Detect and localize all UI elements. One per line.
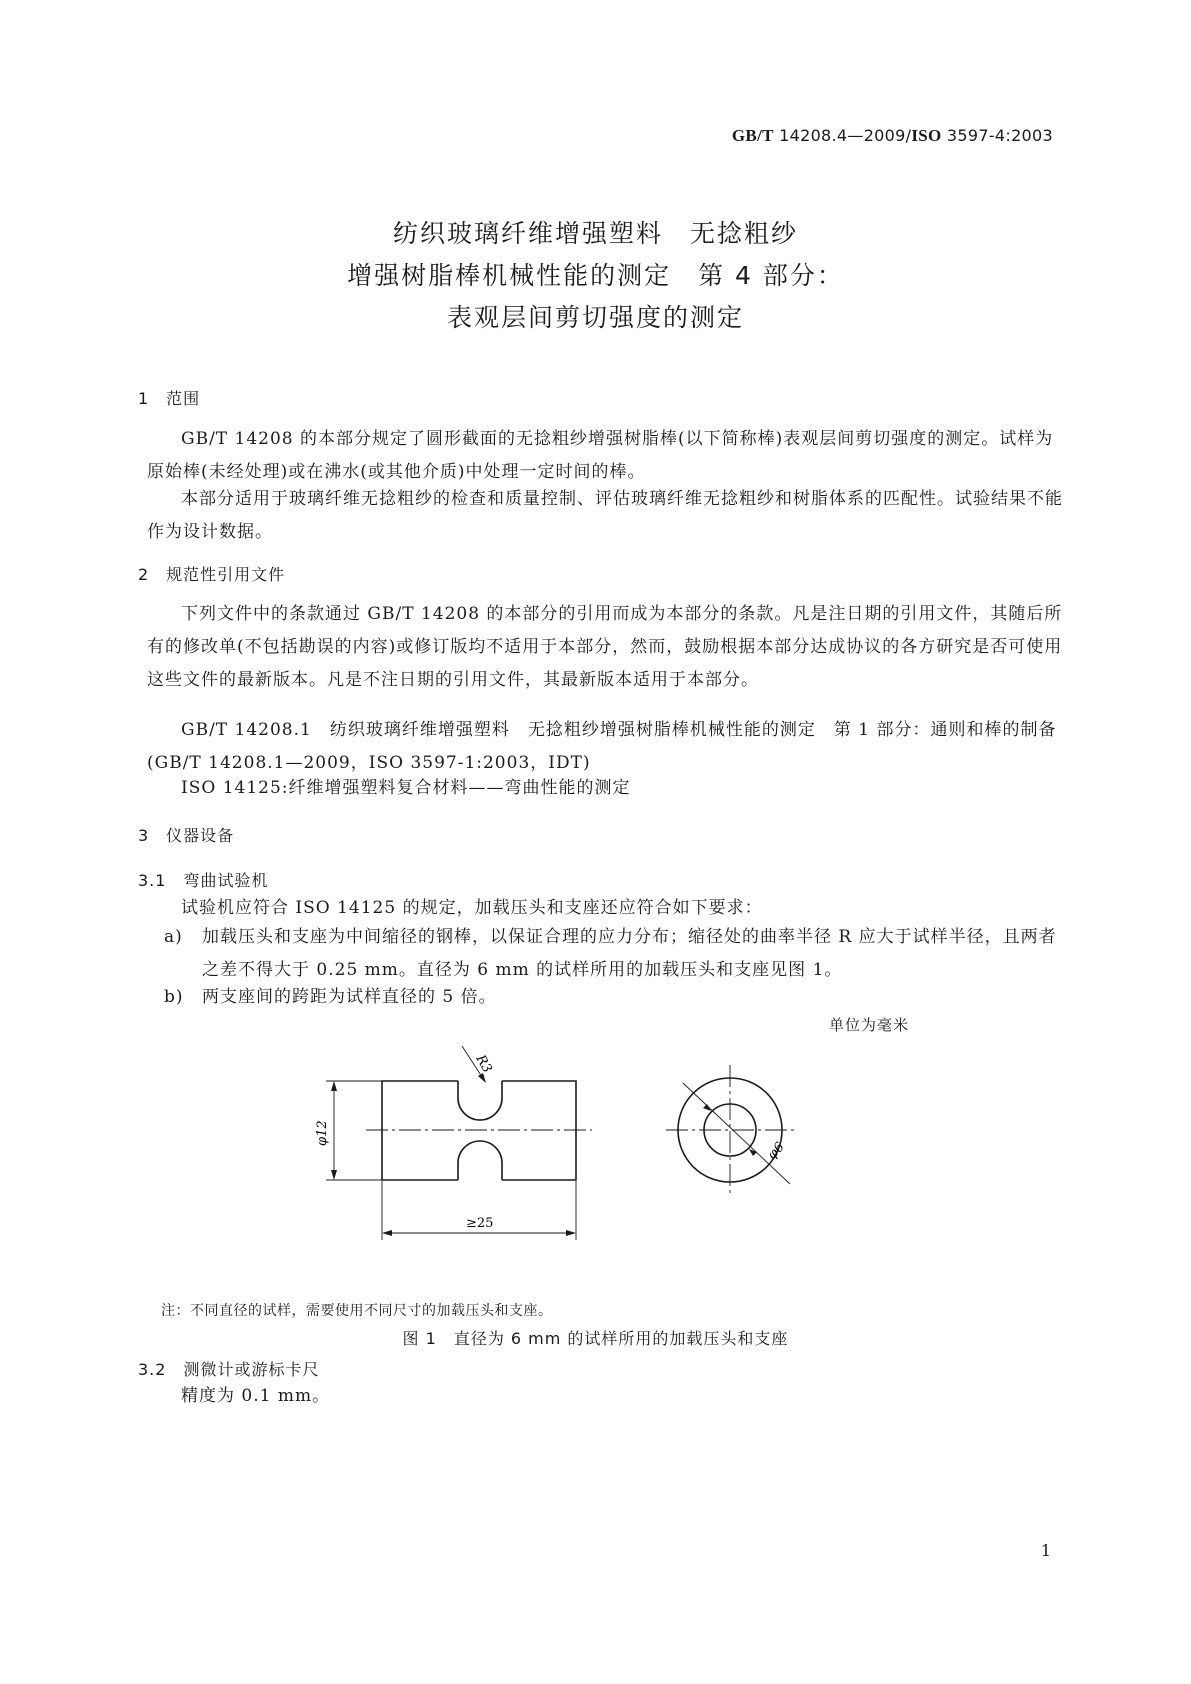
dimension-inner-diameter-label: φ6	[764, 1139, 788, 1163]
dimension-radius-label: R3	[472, 1052, 495, 1076]
section-2-paragraph: 下列文件中的条款通过 GB/T 14208 的本部分的引用而成为本部分的条款。凡是注日期的引用文件，其随后所有的修改单(不包括勘误的内容)或修订版均不适用于本部分，然而，鼓励根据本部分达成协议的各方研究是否可使用这些文件的最新版本。凡是不注日期的引用文件，其最新版本适用于本部分。	[147, 604, 1063, 690]
section-1-heading: 1 范围	[138, 389, 201, 408]
section-3-1-heading: 3.1 弯曲试验机	[138, 871, 269, 890]
section-2-heading: 2 规范性引用文件	[138, 565, 286, 584]
dimension-length-label: ≥25	[466, 1216, 494, 1231]
unit-note: 单位为毫米	[829, 1016, 910, 1034]
list-item-a-text: 加载压头和支座为中间缩径的钢棒，以保证合理的应力分布；缩径处的曲率半径 R 应大于试样半径，且两者之差不得大于 0.25 mm。直径为 6 mm 的试样所用的加载压头和支座见图 1。	[202, 927, 1057, 980]
figure-caption: 图 1 直径为 6 mm 的试样所用的加载压头和支座	[402, 1329, 789, 1348]
list-item-b-label: b)	[164, 987, 184, 1007]
list-item-b-text: 两支座间的跨距为试样直径的 5 倍。	[202, 987, 497, 1007]
figure-note: 注：不同直径的试样，需要使用不同尺寸的加载压头和支座。	[161, 1303, 553, 1319]
title-line-1: 纺织玻璃纤维增强塑料 无捻粗纱	[392, 219, 798, 248]
title-line-3: 表观层间剪切强度的测定	[446, 303, 744, 332]
page-number: 1	[1040, 1541, 1051, 1560]
section-1-paragraph-2: 本部分适用于玻璃纤维无捻粗纱的检查和质量控制、评估玻璃纤维无捻粗纱和树脂体系的匹配性。试验结果不能作为设计数据。	[147, 489, 1063, 542]
normative-reference-1: GB/T 14208.1 纺织玻璃纤维增强塑料 无捻粗纱增强树脂棒机械性能的测定 第 1 部分：通则和棒的制备(GB/T 14208.1—2009，ISO 3597-1:2003，IDT)	[147, 720, 1057, 773]
normative-reference-2: ISO 14125:纤维增强塑料复合材料——弯曲性能的测定	[181, 778, 631, 798]
section-3-1-intro: 试验机应符合 ISO 14125 的规定，加载压头和支座还应符合如下要求：	[181, 898, 763, 918]
section-3-2-heading: 3.2 测微计或游标卡尺	[138, 1360, 320, 1379]
standard-identifier: GB/T 14208.4—2009/ISO 3597-4:2003	[731, 126, 1053, 145]
section-3-2-text: 精度为 0.1 mm。	[181, 1386, 331, 1406]
section-1-paragraph-1: GB/T 14208 的本部分规定了圆形截面的无捻粗纱增强树脂棒(以下简称棒)表观层间剪切强度的测定。试样为原始棒(未经处理)或在沸水(或其他介质)中处理一定时间的棒。	[147, 429, 1054, 482]
dimension-diameter-label: φ12	[315, 1120, 330, 1146]
list-item-a-label: a)	[164, 927, 183, 947]
section-3-heading: 3 仪器设备	[138, 826, 235, 845]
title-line-2: 增强树脂棒机械性能的测定 第 4 部分：	[347, 261, 844, 290]
